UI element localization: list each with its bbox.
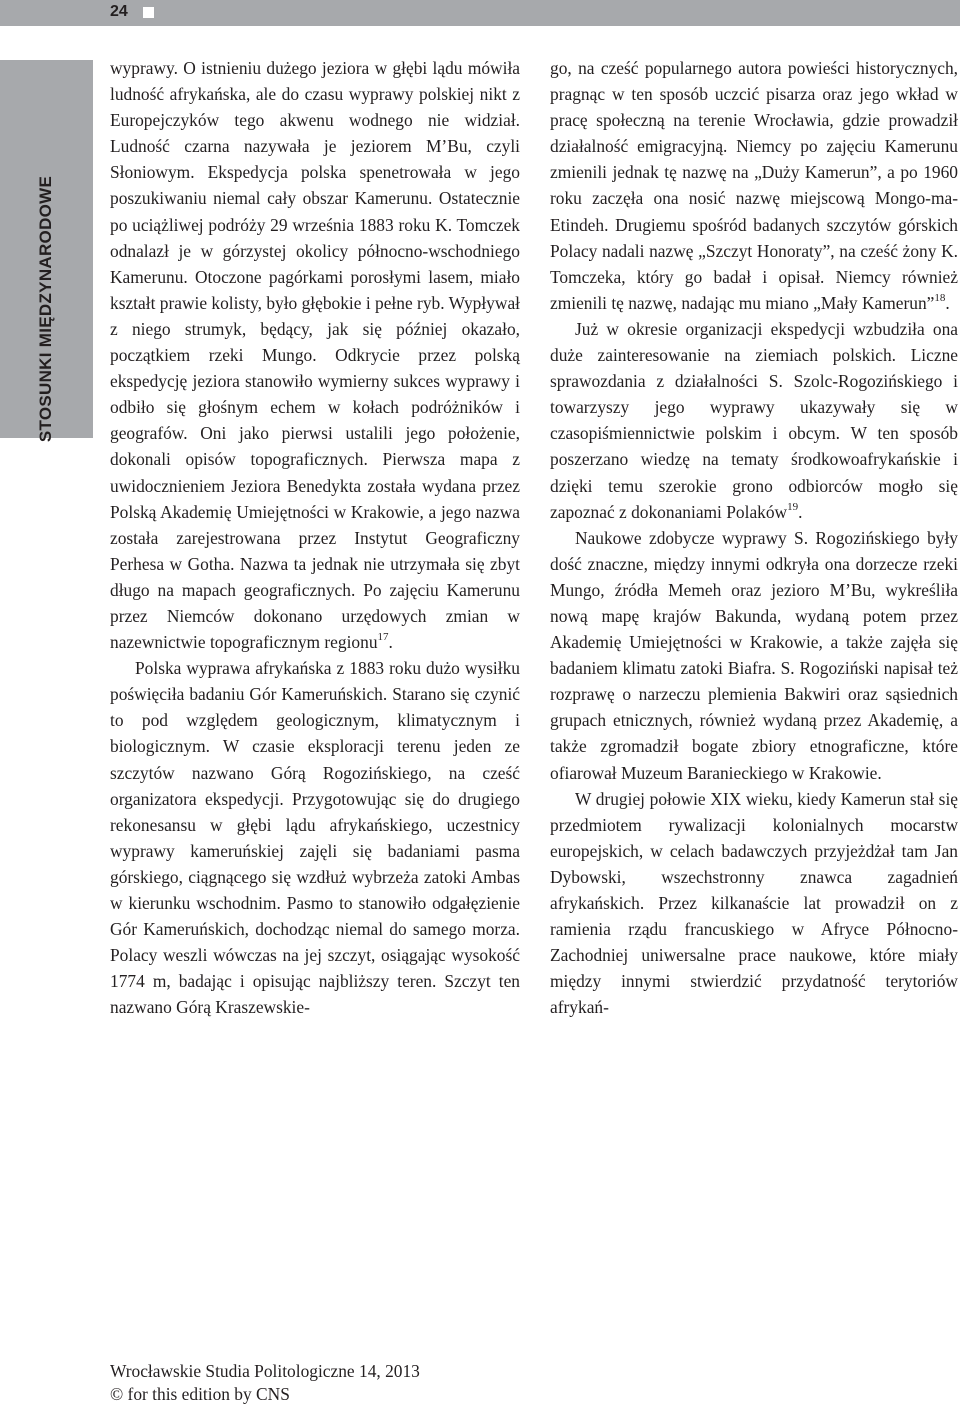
right-paragraph-2: Już w okresie organizacji ekspedycji wzbudziła ona duże zainteresowanie na ziemiach polskich. Liczne sprawozdania z działalności S. Szolc-Rogozińskiego i towarzyszy jego wyprawy ukazywały się w czasopiśmiennictwie polskim i obcym. W ten sposób poszerzano wiedzę na tematy środkowoafrykańskie i dzięki temu szerokie grono odbiorców mogło się zapoznać z dokonaniami Polaków$^{19}$. — [550, 318, 958, 522]
section-label: STOSUNKI MIĘDZYNARODOWE — [36, 175, 55, 443]
footnote-ref-17[interactable]: 17 — [377, 631, 389, 644]
copyright-notice: © for this edition by CNS — [110, 1384, 290, 1404]
header-square-ornament — [143, 7, 154, 18]
section-side-tab — [0, 60, 93, 443]
left-paragraph-2: Polska wyprawa afrykańska z 1883 roku dużo wysiłku poświęciła badaniu Gór Kameruńskich. Starano się czynić to pod względem geologicznym, klimatycznym i biologicznym. W czasie eksploracji terenu jeden ze szczytów nazwano Górą Rogozińskiego, na cześć organizatora ekspedycji. Przygotowując się do drugiego rekonesansu w głębi lądu afrykańskiego, uczestnicy wyprawy kameruńskiej zajęli się badaniami pasma górskiego, ciągnącego się wzdłuż wybrzeża zatoki Ambas w kierunku wschodnim. Pasmo to stanowiło odgałęzienie Gór Kameruńskich, dochodząc niemal do samego morza. Polacy weszli wówczas na jej szczyt, osiągając wysokość 1774 m, badając i opisując najbliższy teren. Szczyt ten nazwano Górą Kraszewskie- — [110, 658, 520, 1018]
journal-citation: Wrocławskie Studia Politologiczne 14, 2013 — [110, 1361, 420, 1381]
page-header-bar — [0, 0, 960, 26]
right-column — [550, 55, 958, 1020]
footnote-ref-19[interactable]: 19 — [787, 500, 799, 513]
page-number: 24 — [110, 3, 128, 20]
right-paragraph-3: Naukowe zdobycze wyprawy S. Rogozińskiego były dość znaczne, między innymi odkryła ona dorzecze rzeki Mungo, źródła Memeh oraz jezioro M’Bu, wykreśliła nową mapę krajów Bakunda, wydaną potem przez Akademię Umiejętności w Krakowie, a także zajęła się badaniem klimatu zatoki Biafra. S. Rogoziński napisał też rozprawę o narzeczu plemienia Bakwiri oraz sąsiednich grupach etnicznych, również wydaną przez Akademię, a także zgromadził bogate zbiory etnograficzne, które ofiarował Muzeum Baranieckiego w Krakowie. — [550, 527, 958, 783]
page-footer — [110, 1360, 420, 1406]
left-paragraph-1: wyprawy. O istnieniu dużego jeziora w głębi lądu mówiła ludność afrykańska, ale do czasu wyprawy polskiej nikt z Europejczyków tego akwenu wodnego nie widział. Ludność czarna nazywała je jeziorem M’Bu, czyli Słoniowym. Ekspedycja polska spenetrowała w jego poszukiwaniu niemal cały obszar Kamerunu. Ostatecznie po uciążliwej podróży 29 września 1883 roku K. Tomczek odnalazł je w górzystej okolicy północno-wschodniego Kamerunu. Otoczone pagórkami porosłymi lasem, miało kształt prawie kolisty, było głębokie i pełne ryb. Wypływał z niego strumyk, będący, jak się później okazało, początkiem rzeki Mungo. Odkrycie przez polską ekspedycję jeziora stanowiło wymierny sukces wyprawy i odbiło się głośnym echem w kołach podróżników i geografów. Oni jako pierwsi ustalili jego położenie, dokonali opisów topograficznych. Pierwsza mapa z uwidocznieniem Jeziora Benedykta została wydana przez Polską Akademię Umiejętności w Krakowie, a jego nazwa została zarejestrowana przez Instytut Geograficzny Perhesa w Gotha. Nazwa ta jednak nie utrzymała się zbyt długo na mapach geograficznych. Po zajęciu Kamerunu przez Niemców dokonano urzędowych zmian w nazewnictwie topograficznym regionu$^{17}$. — [110, 58, 520, 653]
right-paragraph-4: W drugiej połowie XIX wieku, kiedy Kamerun stał się przedmiotem rywalizacji kolonialnych mocarstw europejskich, w celach badawczych przyjeżdżał tam Jan Dybowski, wszechstronny znawca zagadnień afrykańskich. Przez kilkanaście lat prowadził on z ramienia rządu francuskiego w Afryce Północno-Zachodniej uniwersalne prace naukowe, które miały między innymi stwierdzić przydatność terytoriów afrykań- — [550, 788, 958, 1018]
left-column — [110, 55, 520, 1020]
right-paragraph-1: go, na cześć popularnego autora powieści historycznych, pragnąc w ten sposób uczcić pisarza oraz jego wkład w pracę społeczną na terenie Wrocławia, gdzie prowadził działalność emigracyjną. Niemcy po zajęciu Kamerunu zmienili jednak tę nazwę na „Duży Kamerun”, a po 1960 roku zaczęła ona nosić nazwę miejscową Mongo-ma-Etindeh. Drugiemu spośród badanych szczytów górskich Polacy nadali nazwę „Szczyt Honoraty”, na cześć żony K. Tomczeka, który go badał i opisał. Niemcy również zmienili tę nazwę, nadając mu miano „Mały Kamerun”$^{18}$. — [550, 58, 958, 313]
footnote-ref-18[interactable]: 18 — [934, 292, 946, 305]
